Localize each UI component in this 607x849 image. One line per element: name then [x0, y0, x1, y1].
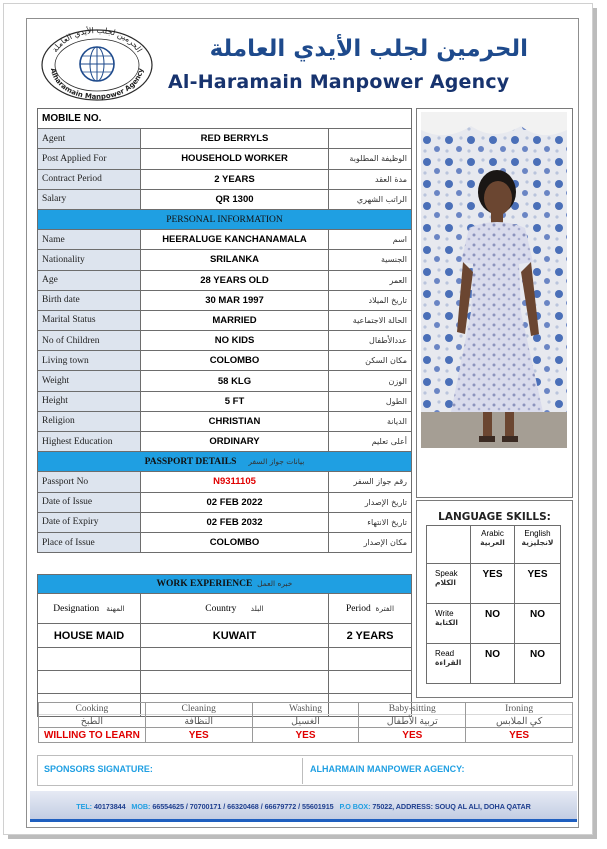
col-country: Country البلد: [141, 594, 329, 624]
field-value: 02 FEB 2022: [141, 492, 329, 512]
field-label-arabic: الوظيفة المطلوبة: [329, 149, 412, 169]
info-row: [38, 310, 412, 330]
work-experience-header: WORK EXPERIENCE خبره العمل: [38, 575, 412, 594]
field-label: Contract Period: [38, 169, 141, 189]
agency-logo: [39, 25, 155, 101]
field-label-arabic: تاريخ الميلاد: [329, 290, 412, 310]
field-value: CHRISTIAN: [141, 411, 329, 431]
info-row: [38, 532, 412, 552]
arabic-level: NO: [471, 644, 515, 684]
field-label: Birth date: [38, 290, 141, 310]
english-level: NO: [515, 604, 561, 644]
field-label: Weight: [38, 371, 141, 391]
arabic-level: NO: [471, 604, 515, 644]
language-row: [427, 604, 561, 644]
skill-value: YES: [252, 728, 359, 743]
info-row: [38, 331, 412, 351]
field-value: COLOMBO: [141, 351, 329, 371]
skill-value: WILLING TO LEARN: [39, 728, 146, 743]
work-header-row: [38, 594, 412, 624]
info-row: [38, 169, 412, 189]
info-row: [38, 351, 412, 371]
arabic-level: YES: [471, 564, 515, 604]
field-label-arabic: اسم: [329, 230, 412, 250]
field-label: Agent: [38, 129, 141, 149]
skill-name-arabic: الغسيل: [252, 715, 359, 728]
field-label-arabic: الديانة: [329, 411, 412, 431]
personal-info-header: PERSONAL INFORMATION: [38, 209, 412, 229]
field-label: Nationality: [38, 250, 141, 270]
skill-name: Ironing: [466, 703, 573, 715]
language-skills-table: [426, 525, 561, 684]
field-value: HOUSEHOLD WORKER: [141, 149, 329, 169]
svg-text:الحرمين لجلب الأيدي العاملة: الحرمين لجلب الأيدي العاملة: [50, 25, 144, 54]
english-level: YES: [515, 564, 561, 604]
info-row: [38, 512, 412, 532]
info-row: [38, 250, 412, 270]
field-label-arabic: عددالأطفال: [329, 331, 412, 351]
info-row: [38, 391, 412, 411]
language-row: [427, 644, 561, 684]
field-label-arabic: الطول: [329, 391, 412, 411]
field-label: No of Children: [38, 331, 141, 351]
info-row: [38, 432, 412, 452]
info-row: [38, 371, 412, 391]
field-value: QR 1300: [141, 189, 329, 209]
field-value: HEERALUGE KANCHANAMALA: [141, 230, 329, 250]
field-label-arabic: تاريخ الإصدار: [329, 492, 412, 512]
language-skill-label: Write الكتابة: [427, 604, 471, 644]
field-value: ORDINARY: [141, 432, 329, 452]
info-row: [38, 411, 412, 431]
skill-value: YES: [359, 728, 466, 743]
skill-name: Cleaning: [145, 703, 252, 715]
skill-name-arabic: كي الملابس: [466, 715, 573, 728]
mobile-label: MOBILE NO.: [38, 109, 412, 129]
field-label: Post Applied For: [38, 149, 141, 169]
field-label: Salary: [38, 189, 141, 209]
svg-text:Alharamain Manpower Agency: Alharamain Manpower Agency: [48, 67, 146, 101]
household-skills-table: [38, 702, 573, 743]
field-value: 58 KLG: [141, 371, 329, 391]
english-level: NO: [515, 644, 561, 684]
footer-contact: TEL: 40173844 MOB: 66554625 / 70700171 / 66320468 / 66679772 / 55601915 P.O BOX: 75022, ADDRESS: SOUQ AL ALI, DOHA QATAR: [76, 802, 531, 811]
col-arabic: Arabic العربية: [471, 526, 515, 564]
skill-name: Cooking: [39, 703, 146, 715]
field-value: 02 FEB 2032: [141, 512, 329, 532]
work-row: [38, 624, 412, 648]
field-label: Living town: [38, 351, 141, 371]
field-label: Place of Issue: [38, 532, 141, 552]
work-row-empty: [38, 671, 412, 694]
info-row: [38, 230, 412, 250]
field-label: Name: [38, 230, 141, 250]
field-label-arabic: الجنسية: [329, 250, 412, 270]
field-label: Height: [38, 391, 141, 411]
work-designation: HOUSE MAID: [38, 624, 141, 648]
field-label: Marital Status: [38, 310, 141, 330]
passport-details-header: PASSPORT DETAILS بيانات جواز السفر: [38, 452, 412, 472]
field-value: 28 YEARS OLD: [141, 270, 329, 290]
applicant-info-table: [37, 108, 412, 553]
field-label: Passport No: [38, 472, 141, 492]
agency-signature-label: ALHARMAIN MANPOWER AGENCY:: [310, 764, 465, 774]
field-label-arabic: الحالة الاجتماعية: [329, 310, 412, 330]
skill-name-arabic: تربية الأطفال: [359, 715, 466, 728]
field-value: SRILANKA: [141, 250, 329, 270]
lang-corner: [427, 526, 471, 564]
field-label-arabic: الوزن: [329, 371, 412, 391]
col-designation: Designation المهنة: [38, 594, 141, 624]
skill-name: Baby-sitting: [359, 703, 466, 715]
work-experience-table: [37, 574, 412, 717]
field-value: RED BERRYLS: [141, 129, 329, 149]
info-row: [38, 270, 412, 290]
field-label: Highest Education: [38, 432, 141, 452]
field-value: 5 FT: [141, 391, 329, 411]
agency-title: Al-Haramain Manpower Agency: [168, 71, 510, 93]
skill-name: Washing: [252, 703, 359, 715]
applicant-photo: [421, 112, 567, 448]
field-label-arabic: [329, 129, 412, 149]
work-row-empty: [38, 648, 412, 671]
skill-value: YES: [466, 728, 573, 743]
field-value: N9311105: [141, 472, 329, 492]
mobile-row: [38, 109, 412, 129]
work-period: 2 YEARS: [329, 624, 412, 648]
skill-name-arabic: الطبخ: [39, 715, 146, 728]
field-value: 2 YEARS: [141, 169, 329, 189]
agency-title-arabic: الحرمين لجلب الأيدي العاملة: [209, 36, 528, 62]
language-skill-label: Read القراءة: [427, 644, 471, 684]
language-skill-label: Speak الكلام: [427, 564, 471, 604]
field-value: COLOMBO: [141, 532, 329, 552]
field-value: MARRIED: [141, 310, 329, 330]
info-row: [38, 189, 412, 209]
info-row: [38, 290, 412, 310]
info-row: [38, 129, 412, 149]
language-row: [427, 564, 561, 604]
field-label-arabic: مكان السكن: [329, 351, 412, 371]
info-row: [38, 492, 412, 512]
sponsor-signature-label: SPONSORS SIGNATURE:: [44, 764, 153, 774]
field-label-arabic: تاريخ الانتهاء: [329, 512, 412, 532]
field-label-arabic: العمر: [329, 270, 412, 290]
field-label-arabic: رقم جواز السفر: [329, 472, 412, 492]
work-country: KUWAIT: [141, 624, 329, 648]
col-english: English لانجليزية: [515, 526, 561, 564]
info-row: [38, 472, 412, 492]
signature-divider: [302, 758, 303, 784]
field-label: Date of Expiry: [38, 512, 141, 532]
field-value: NO KIDS: [141, 331, 329, 351]
field-label-arabic: مكان الإصدار: [329, 532, 412, 552]
field-label-arabic: أعلى تعليم: [329, 432, 412, 452]
field-label-arabic: الراتب الشهري: [329, 189, 412, 209]
field-value: 30 MAR 1997: [141, 290, 329, 310]
field-label: Religion: [38, 411, 141, 431]
language-skills-title: LANGUAGE SKILLS:: [438, 511, 551, 523]
field-label-arabic: مدة العقد: [329, 169, 412, 189]
field-label: Age: [38, 270, 141, 290]
col-period: Period الفترة: [329, 594, 412, 624]
info-row: [38, 149, 412, 169]
field-label: Date of Issue: [38, 492, 141, 512]
skill-value: YES: [145, 728, 252, 743]
skill-name-arabic: النظافة: [145, 715, 252, 728]
